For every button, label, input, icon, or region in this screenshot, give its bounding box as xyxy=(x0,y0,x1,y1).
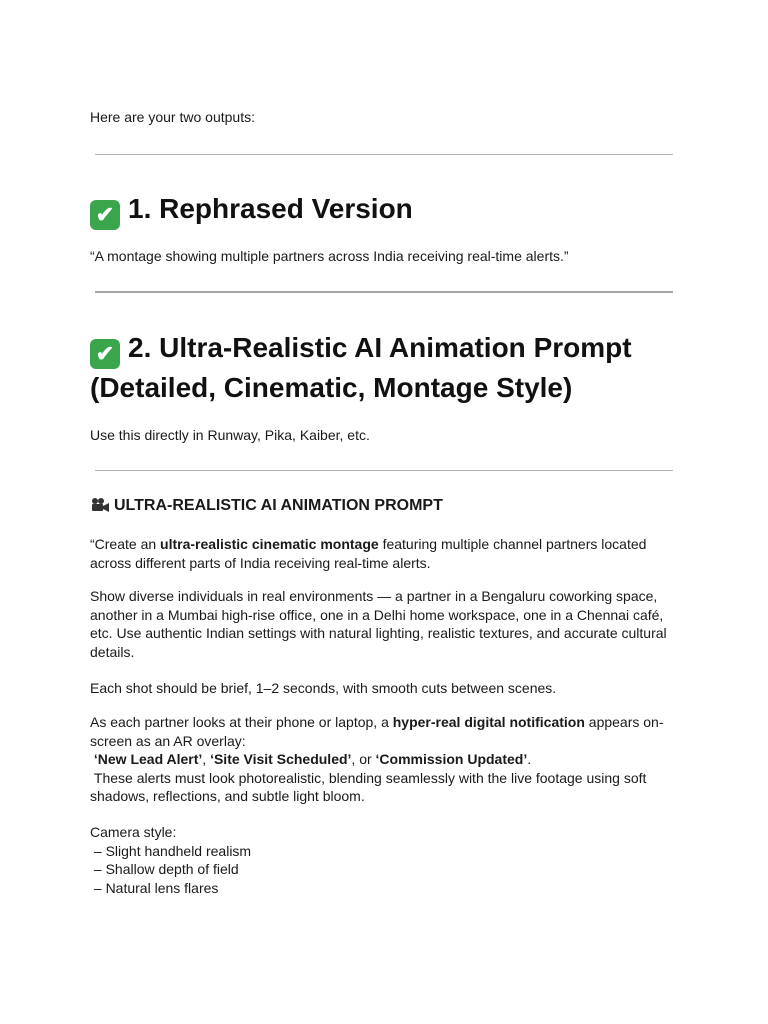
divider xyxy=(95,470,673,471)
prompt-paragraph-alerts xyxy=(90,713,680,806)
prompt-paragraph-create xyxy=(90,535,680,572)
intro-text: Here are your two outputs: xyxy=(90,109,255,125)
prompt-subheading-text: ULTRA-REALISTIC AI ANIMATION PROMPT xyxy=(114,497,443,514)
text-run: , xyxy=(202,751,211,767)
section-1-heading-text: 1. Rephrased Version xyxy=(128,193,413,224)
rephrased-text: “A montage showing multiple partners across India receiving real-time alerts.” xyxy=(90,248,569,264)
text-run: featuring multiple channel partners located across different parts of India receiving real-time alerts. xyxy=(90,536,647,571)
alert-label: ‘Commission Updated’ xyxy=(375,751,528,767)
check-mark-icon: ✔ xyxy=(90,339,120,369)
movie-camera-icon xyxy=(90,497,110,519)
bold-text-run: ultra-realistic cinematic montage xyxy=(160,536,379,552)
check-mark-icon: ✔ xyxy=(90,200,120,230)
section-2-heading xyxy=(90,329,690,407)
bold-text-run: hyper-real digital notification xyxy=(392,714,585,730)
camera-style-label: Camera style: xyxy=(90,824,177,840)
prompt-paragraph-environments: Show diverse individuals in real environments — a partner in a Bengaluru coworking space, another in a Mumbai high-rise office, one in a Delhi home workspace, one in a Chennai café, etc. Use authentic Indian settings with natural lighting, realistic textures, and accurate cultural details. xyxy=(90,588,667,660)
text-run: “Create an xyxy=(90,536,161,552)
camera-style-item: – Slight handheld realism xyxy=(93,842,252,859)
alert-label: ‘New Lead Alert’ xyxy=(93,751,203,767)
text-run: appears on-screen as an AR overlay: xyxy=(90,714,664,749)
prompt-subheading xyxy=(90,496,443,519)
alert-label: ‘Site Visit Scheduled’ xyxy=(210,751,352,767)
text-run: These alerts must look photorealistic, blending seamlessly with the live footage using soft shadows, reflections, and subtle light bloom. xyxy=(90,769,647,804)
camera-style-block xyxy=(90,823,680,897)
section-2-heading-text: 2. Ultra-Realistic AI Animation Prompt (Detailed, Cinematic, Montage Style) xyxy=(90,332,632,403)
text-run: . xyxy=(527,751,532,767)
text-run: As each partner looks at their phone or laptop, a xyxy=(90,714,393,730)
camera-style-item: – Natural lens flares xyxy=(93,879,219,896)
usage-text: Use this directly in Runway, Pika, Kaiber, etc. xyxy=(90,427,370,443)
divider xyxy=(95,154,673,155)
prompt-paragraph-shots: Each shot should be brief, 1–2 seconds, with smooth cuts between scenes. xyxy=(90,680,557,696)
text-run: , or xyxy=(351,751,376,767)
divider xyxy=(95,291,673,293)
camera-style-item: – Shallow depth of field xyxy=(93,861,239,877)
section-1-heading xyxy=(90,190,413,230)
